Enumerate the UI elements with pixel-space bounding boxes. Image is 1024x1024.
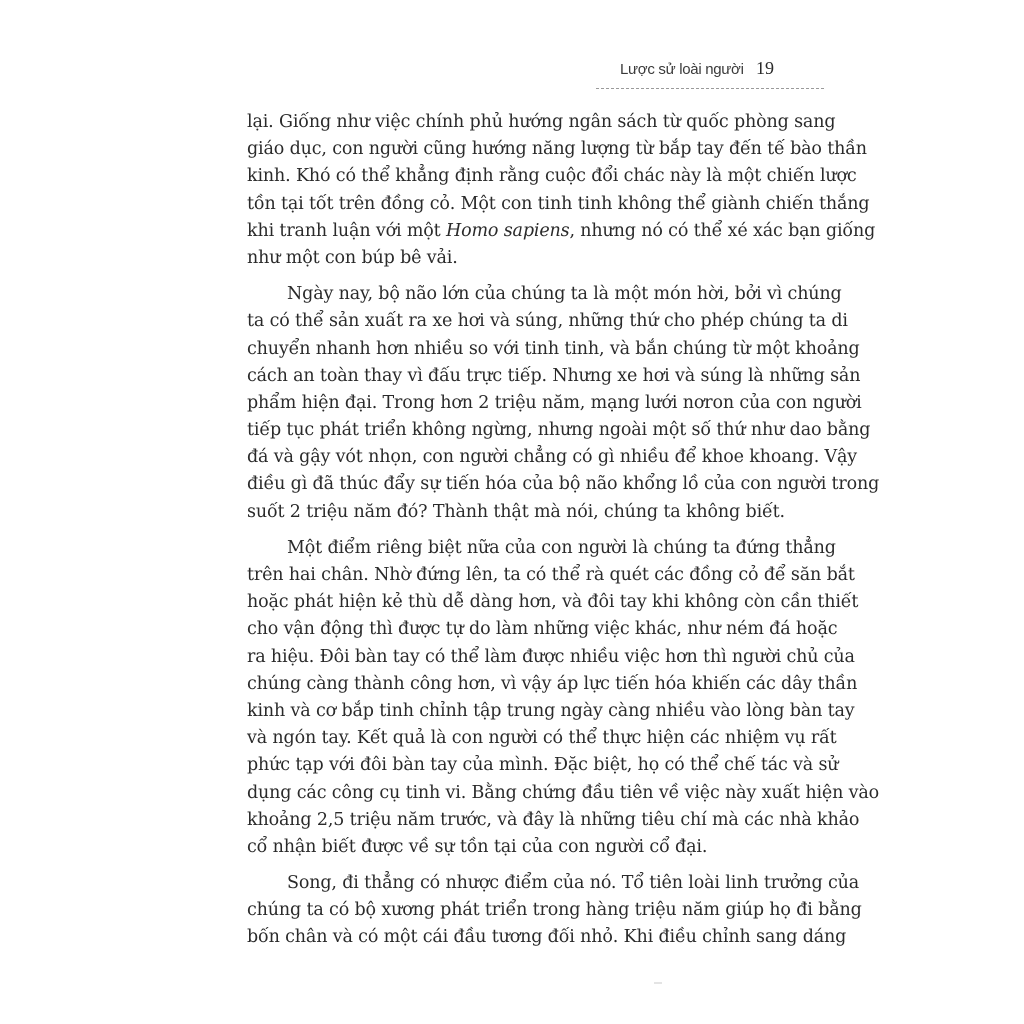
paper-speck [654,982,662,984]
text-line: giáo dục, con người cũng hướng năng lượng từ bắp tay đến tế bào thần [247,139,867,160]
text-line: suốt 2 triệu năm đó? Thành thật mà nói, chúng ta không biết. [247,501,785,522]
italic-term: Homo sapiens [445,220,570,241]
text-line: đá và gậy vót nhọn, con người chẳng có gì nhiều để khoe khoang. Vậy [247,447,858,468]
text-line: Ngày nay, bộ não lớn của chúng ta là một món hời, bởi vì chúng [287,284,842,305]
paragraph-4 [247,870,862,952]
running-header [596,58,824,89]
text-line: kinh và cơ bắp tinh chỉnh tập trung ngày càng nhiều vào lòng bàn tay [247,700,855,721]
text-line: điều gì đã thúc đẩy sự tiến hóa của bộ não khổng lồ của con người trong [247,474,880,495]
text-line: và ngón tay. Kết quả là con người có thể thực hiện các nhiệm vụ rất [247,728,837,749]
text-line: khoảng 2,5 triệu năm trước, và đây là những tiêu chí mà các nhà khảo [247,809,860,830]
text-line: Một điểm riêng biệt nữa của con người là chúng ta đứng thẳng [287,537,836,558]
text-line: tồn tại tốt trên đồng cỏ. Một con tinh tinh không thể giành chiến thắng [247,193,870,214]
paragraph-1 [247,109,876,272]
text-line: dụng các công cụ tinh vi. Bằng chứng đầu tiên về việc này xuất hiện vào [247,782,880,803]
text-line: phức tạp với đôi bàn tay của mình. Đặc biệt, họ có thể chế tác và sử [247,755,839,776]
text-line: chuyển nhanh hơn nhiều so với tinh tinh, và bắn chúng từ một khoảng [247,338,860,359]
text-line: bốn chân và có một cái đầu tương đối nhỏ. Khi điều chỉnh sang dáng [247,927,847,948]
text-line: kinh. Khó có thể khẳng định rằng cuộc đổi chác này là một chiến lược [247,166,857,187]
paragraph-2 [247,281,880,526]
text-line: phẩm hiện đại. Trong hơn 2 triệu năm, mạng lưới nơron của con người [247,392,862,413]
text-line: chúng càng thành công hơn, vì vậy áp lực tiến hóa khiến các dây thần [247,673,858,694]
body-text [247,109,880,960]
text-line: chúng ta có bộ xương phát triển trong hàng triệu năm giúp họ đi bằng [247,900,862,921]
paragraph-3 [247,535,880,861]
text-line: cho vận động thì được tự do làm những việc khác, như ném đá hoặc [247,619,838,640]
text-line: ra hiệu. Đôi bàn tay có thể làm được nhiều việc hơn thì người chủ của [247,646,855,667]
text-segment: khi tranh luận với một [247,220,446,241]
text-line: trên hai chân. Nhờ đứng lên, ta có thể rà quét các đồng cỏ để săn bắt [247,565,855,585]
text-line: tiếp tục phát triển không ngừng, nhưng ngoài một số thứ như dao bằng [247,420,871,441]
text-line: Song, đi thẳng có nhược điểm của nó. Tổ tiên loài linh trưởng của [287,873,860,894]
page-number: 19 [756,58,774,78]
text-line: lại. Giống như việc chính phủ hướng ngân sách từ quốc phòng sang [247,112,836,132]
text-line: ta có thể sản xuất ra xe hơi và súng, những thứ cho phép chúng ta di [247,311,848,332]
text-line: như một con búp bê vải. [247,247,458,268]
text-line: hoặc phát hiện kẻ thù dễ dàng hơn, và đôi tay khi không còn cần thiết [247,592,859,613]
text-segment: , nhưng nó có thể xé xác bạn giống [569,220,876,241]
text-line: cổ nhận biết được về sự tồn tại của con người cổ đại. [247,836,708,857]
running-title: Lược sử loài người [620,61,744,78]
text-line-with-italic [247,218,876,245]
text-line: cách an toàn thay vì đấu trực tiếp. Nhưng xe hơi và súng là những sản [247,365,861,386]
